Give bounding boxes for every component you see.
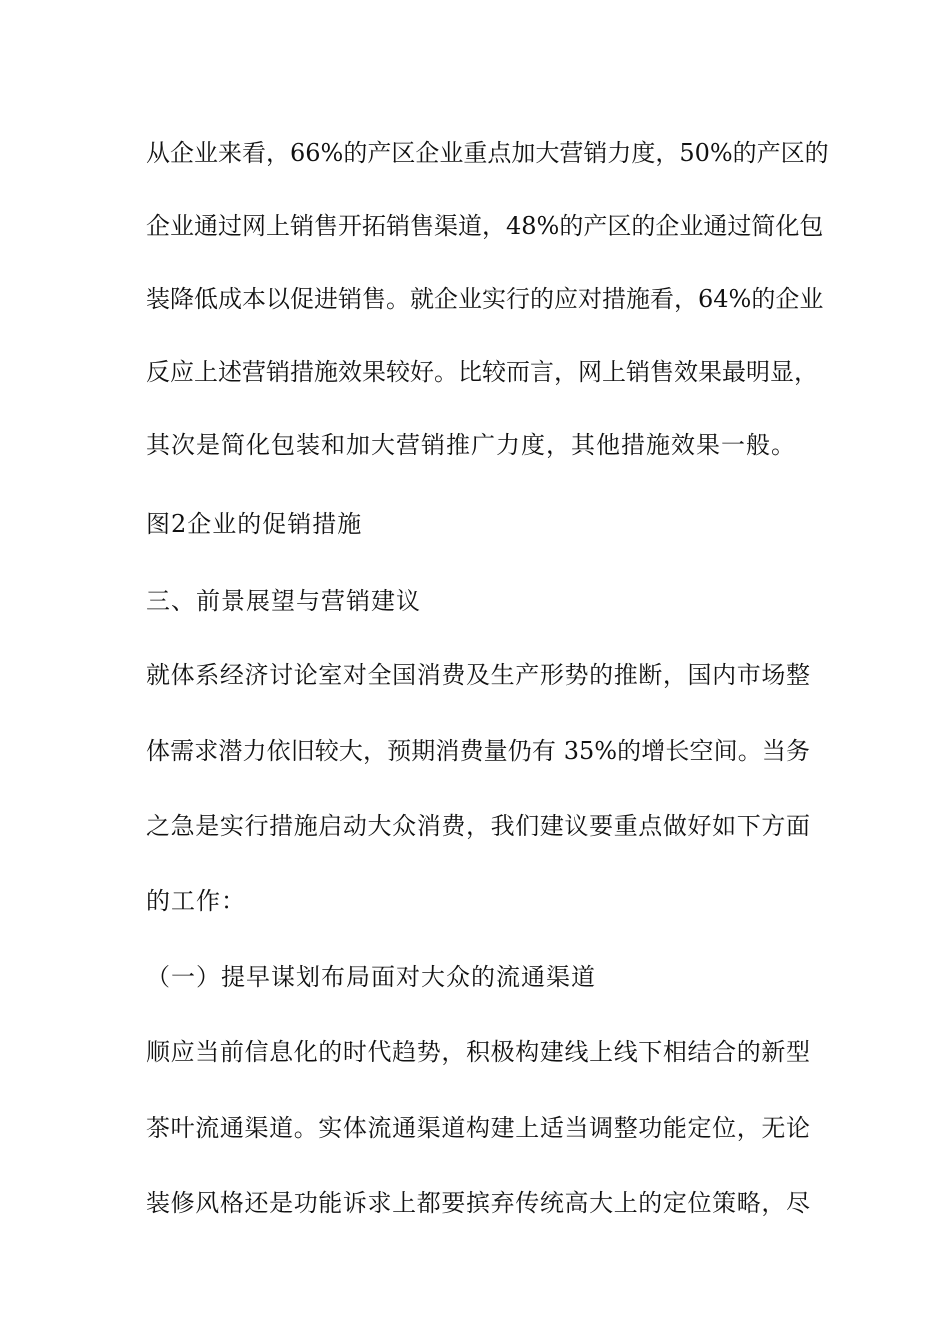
body-text-line: 其次是简化包装和加大营销推广力度，其他措施效果一般。	[146, 431, 796, 459]
body-text-line: 茶叶流通渠道。实体流通渠道构建上适当调整功能定位，无论	[146, 1114, 810, 1142]
body-text-line: 之急是实行措施启动大众消费，我们建议要重点做好如下方面	[146, 812, 810, 840]
body-text-line: 顺应当前信息化的时代趋势，积极构建线上线下相结合的新型	[146, 1038, 810, 1066]
figure-caption: 图2企业的促销措施	[146, 510, 363, 538]
body-text-line: 就体系经济讨论室对全国消费及生产形势的推断，国内市场整	[146, 661, 810, 689]
body-text-line: 反应上述营销措施效果较好。比较而言，网上销售效果最明显，	[146, 358, 818, 386]
body-text-line: 装降低成本以促进销售。就企业实行的应对措施看，64%的企业	[146, 285, 824, 313]
sub-heading: （一）提早谋划布局面对大众的流通渠道	[146, 963, 596, 991]
body-text-line: 装修风格还是功能诉求上都要摈弃传统高大上的定位策略，尽	[146, 1189, 810, 1217]
section-heading: 三、前景展望与营销建议	[146, 587, 421, 615]
body-text-line: 的工作：	[146, 887, 246, 915]
body-text-line: 从企业来看，66%的产区企业重点加大营销力度，50%的产区的	[146, 139, 829, 167]
body-text-line: 体需求潜力依旧较大，预期消费量仍有 35%的增长空间。当务	[146, 737, 810, 765]
body-text-line: 企业通过网上销售开拓销售渠道，48%的产区的企业通过简化包	[146, 212, 824, 240]
